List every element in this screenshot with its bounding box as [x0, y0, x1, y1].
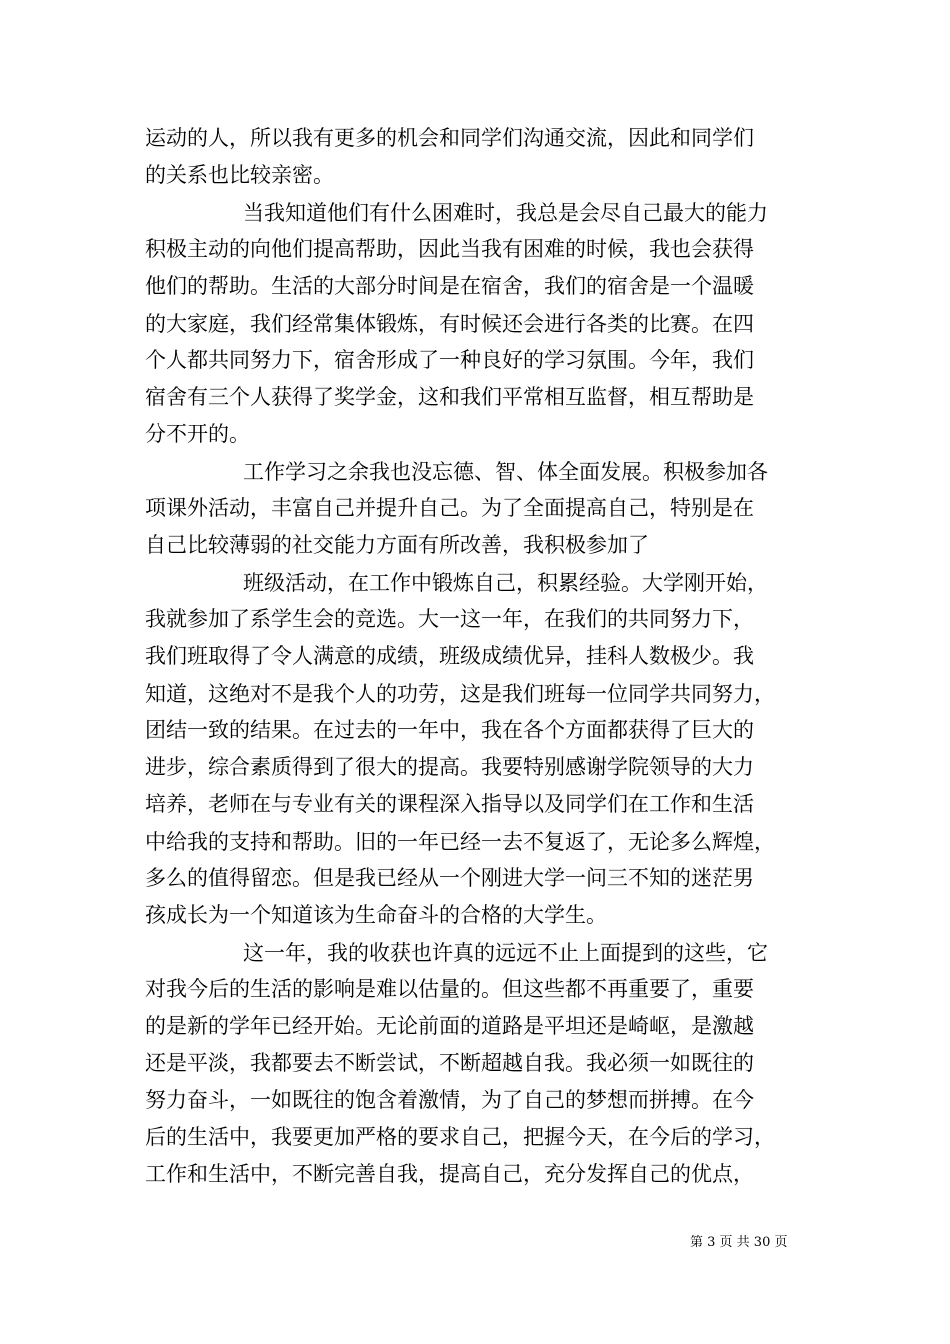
text-line: 他们的帮助。生活的大部分时间是在宿舍，我们的宿舍是一个温暖: [145, 274, 754, 298]
paragraph-first-line: 这一年，我的收获也许真的远远不止上面提到的这些，它: [243, 941, 768, 965]
text-line: 运动的人，所以我有更多的机会和同学们沟通交流，因此和同学们: [145, 126, 754, 150]
text-line: 宿舍有三个人获得了奖学金，这和我们平常相互监督，相互帮助是: [145, 385, 754, 409]
text-line: 孩成长为一个知道该为生命奋斗的合格的大学生。: [145, 903, 607, 927]
text-line: 自己比较薄弱的社交能力方面有所改善，我积极参加了: [145, 533, 649, 557]
text-line: 分不开的。: [145, 422, 250, 446]
paragraph-first-line: 当我知道他们有什么困难时，我总是会尽自己最大的能力: [243, 201, 768, 225]
text-line: 项课外活动，丰富自己并提升自己。为了全面提高自己，特别是在: [145, 496, 754, 520]
text-line: 我们班取得了令人满意的成绩，班级成绩优异，挂科人数极少。我: [145, 644, 754, 668]
text-line: 对我今后的生活的影响是难以估量的。但这些都不再重要了，重要: [145, 977, 754, 1001]
text-line: 知道，这绝对不是我个人的功劳，这是我们班每一位同学共同努力，: [145, 682, 775, 706]
text-line: 积极主动的向他们提高帮助，因此当我有困难的时候，我也会获得: [145, 237, 754, 261]
text-line: 我就参加了系学生会的竞选。大一这一年，在我们的共同努力下，: [145, 607, 754, 631]
text-line: 的关系也比较亲密。: [145, 163, 334, 187]
text-line: 多么的值得留恋。但是我已经从一个刚进大学一问三不知的迷茫男: [145, 866, 754, 890]
text-line: 工作和生活中，不断完善自我，提高自己，充分发挥自己的优点，: [145, 1162, 754, 1186]
text-line: 的大家庭，我们经常集体锻炼，有时候还会进行各类的比赛。在四: [145, 312, 754, 336]
text-line: 中给我的支持和帮助。旧的一年已经一去不复返了，无论多么辉煌，: [145, 830, 775, 854]
paragraph-first-line: 班级活动，在工作中锻炼自己，积累经验。大学刚开始，: [243, 571, 768, 595]
text-line: 努力奋斗，一如既往的饱含着激情，为了自己的梦想而拼搏。在今: [145, 1088, 754, 1112]
text-line: 的是新的学年已经开始。无论前面的道路是平坦还是崎岖，是激越: [145, 1014, 754, 1038]
page-number: 第 3 页 共 30 页: [690, 1235, 788, 1250]
text-line: 进步，综合素质得到了很大的提高。我要特别感谢学院领导的大力: [145, 755, 754, 779]
text-line: 还是平淡，我都要去不断尝试，不断超越自我。我必须一如既往的: [145, 1051, 754, 1075]
text-line: 后的生活中，我要更加严格的要求自己，把握今天，在今后的学习，: [145, 1125, 775, 1149]
text-line: 培养，老师在与专业有关的课程深入指导以及同学们在工作和生活: [145, 792, 754, 816]
paragraph-first-line: 工作学习之余我也没忘德、智、体全面发展。积极参加各: [243, 460, 768, 484]
text-line: 团结一致的结果。在过去的一年中，我在各个方面都获得了巨大的: [145, 718, 754, 742]
text-line: 个人都共同努力下，宿舍形成了一种良好的学习氛围。今年，我们: [145, 348, 754, 372]
